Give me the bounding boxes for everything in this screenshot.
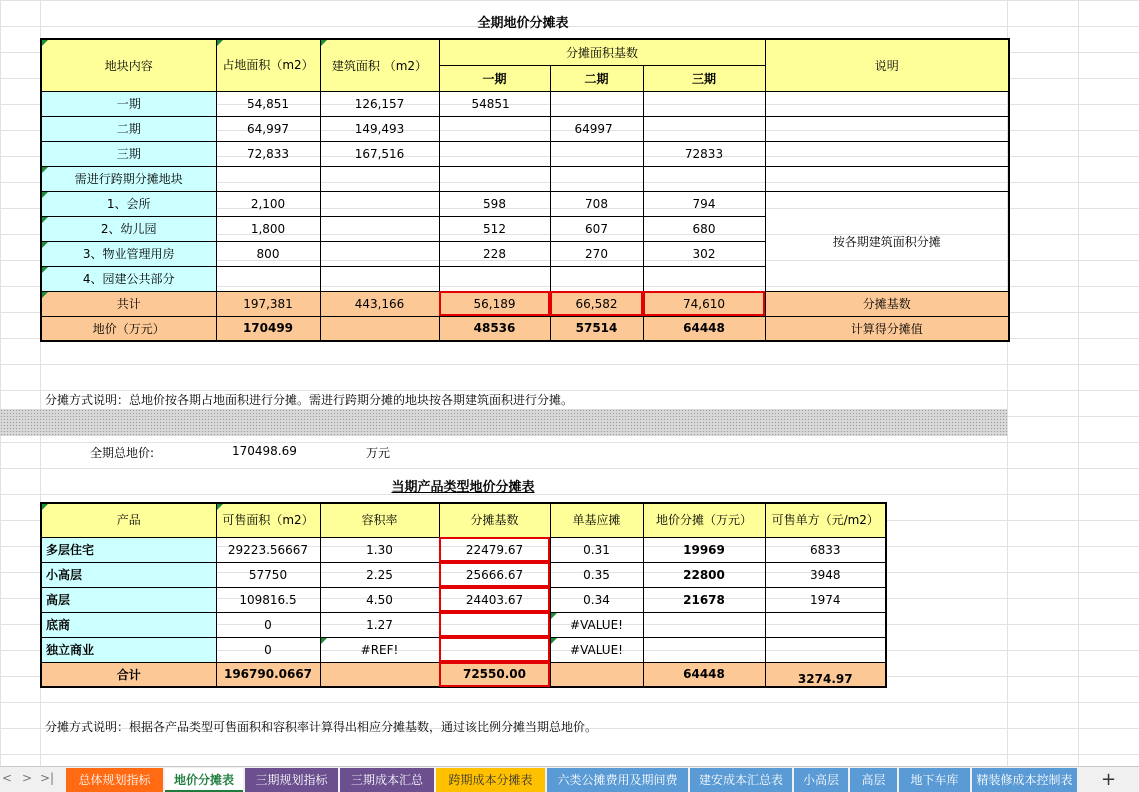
cell-land-area[interactable]: 1,800 bbox=[216, 216, 320, 241]
cell-sellable-area[interactable]: 109816.5 bbox=[216, 587, 320, 612]
table-row-total bbox=[41, 662, 886, 687]
cell-build-area[interactable] bbox=[320, 266, 439, 291]
cell-total-phase-2[interactable]: 66,582 bbox=[550, 291, 643, 316]
cell-phase-2[interactable]: 708 bbox=[550, 191, 643, 216]
cell-phase-3[interactable] bbox=[643, 266, 765, 291]
cell-phase-1[interactable]: 512 bbox=[439, 216, 550, 241]
cell-total-unit-share[interactable] bbox=[550, 662, 643, 687]
cell-sellable-area[interactable]: 57750 bbox=[216, 562, 320, 587]
cell-unit-share[interactable]: 0.35 bbox=[550, 562, 643, 587]
cell-price-phase-2[interactable]: 57514 bbox=[550, 316, 643, 341]
cell-block[interactable]: 需进行跨期分摊地块 bbox=[41, 166, 216, 191]
total-price-value[interactable]: 170498.69 bbox=[232, 444, 297, 458]
cell-land-area[interactable]: 72,833 bbox=[216, 141, 320, 166]
header-product[interactable]: 产品 bbox=[41, 503, 216, 537]
table-row bbox=[41, 537, 886, 562]
cell-note[interactable] bbox=[765, 116, 1009, 141]
table-row bbox=[41, 587, 886, 612]
grid-col-line bbox=[1078, 0, 1079, 766]
cell-phase-2[interactable]: 270 bbox=[550, 241, 643, 266]
cell-note[interactable] bbox=[765, 141, 1009, 166]
cell-block[interactable]: 1、会所 bbox=[41, 191, 216, 216]
cell-allocated-price[interactable]: 22800 bbox=[643, 562, 765, 587]
table-row bbox=[41, 612, 886, 637]
cell-block[interactable]: 2、幼儿园 bbox=[41, 216, 216, 241]
sheet-tab[interactable]: 小高层 bbox=[794, 768, 848, 792]
sheet-tab[interactable]: 三期规划指标 bbox=[245, 768, 338, 792]
cell-unit-price[interactable] bbox=[765, 612, 886, 637]
table-row bbox=[41, 141, 1009, 166]
cell-sellable-area[interactable]: 0 bbox=[216, 637, 320, 662]
cell-total-unit-price[interactable]: 3274.97 bbox=[765, 662, 886, 687]
cell-phase-1[interactable]: 598 bbox=[439, 191, 550, 216]
cell-land-area[interactable]: 64,997 bbox=[216, 116, 320, 141]
cell-plot-ratio[interactable]: 1.27 bbox=[320, 612, 439, 637]
nav-first-icon[interactable]: < bbox=[1, 771, 13, 785]
nav-prev-icon[interactable]: > bbox=[21, 771, 33, 785]
cell-price-land-area[interactable]: 170499 bbox=[216, 316, 320, 341]
cell-product[interactable]: 独立商业 bbox=[41, 637, 216, 662]
header-unit-price[interactable]: 可售单方（元/m2） bbox=[765, 503, 886, 537]
cell-block[interactable]: 4、园建公共部分 bbox=[41, 266, 216, 291]
cell-phase-2[interactable]: 64997 bbox=[550, 116, 643, 141]
header-basis[interactable]: 分摊基数 bbox=[439, 503, 550, 537]
cell-price-block[interactable]: 地价（万元） bbox=[41, 316, 216, 341]
cell-plot-ratio[interactable]: 1.30 bbox=[320, 537, 439, 562]
cell-total-allocated-price[interactable]: 64448 bbox=[643, 662, 765, 687]
table-row-price bbox=[41, 316, 1009, 341]
table1-title: 全期地价分摊表 bbox=[477, 16, 569, 31]
cell-block[interactable]: 二期 bbox=[41, 116, 216, 141]
cell-sellable-area[interactable]: 0 bbox=[216, 612, 320, 637]
cell-phase-3[interactable] bbox=[643, 166, 765, 191]
cell-allocated-price[interactable] bbox=[643, 637, 765, 662]
sheet-tab[interactable]: 六类公摊费用及期间费 bbox=[547, 768, 688, 792]
sheet-tab[interactable]: 跨期成本分摊表 bbox=[436, 768, 545, 792]
header-phase-2[interactable]: 二期 bbox=[550, 65, 643, 91]
cell-plot-ratio[interactable]: 4.50 bbox=[320, 587, 439, 612]
cell-unit-price[interactable]: 1974 bbox=[765, 587, 886, 612]
sheet-tab[interactable]: 总体规划指标 bbox=[66, 768, 163, 792]
cell-block[interactable]: 三期 bbox=[41, 141, 216, 166]
cell-land-area[interactable] bbox=[216, 166, 320, 191]
cell-total-note[interactable]: 分摊基数 bbox=[765, 291, 1009, 316]
cell-phase-2[interactable] bbox=[550, 166, 643, 191]
cell-unit-price[interactable]: 6833 bbox=[765, 537, 886, 562]
cell-allocated-price[interactable]: 19969 bbox=[643, 537, 765, 562]
cell-total-build-area[interactable]: 443,166 bbox=[320, 291, 439, 316]
cell-allocated-price[interactable] bbox=[643, 612, 765, 637]
cell-plot-ratio[interactable]: 2.25 bbox=[320, 562, 439, 587]
cell-phase-3[interactable]: 794 bbox=[643, 191, 765, 216]
cell-basis[interactable]: 24403.67 bbox=[439, 587, 550, 612]
cell-total-plot-ratio[interactable] bbox=[320, 662, 439, 687]
allocation-note-2[interactable]: 分摊方式说明：根据各产品类型可售面积和容积率计算得出相应分摊基数，通过该比例分摊当期总地价。 bbox=[45, 720, 598, 734]
table-row bbox=[41, 91, 1009, 116]
cell-unit-share[interactable]: #VALUE! bbox=[550, 612, 643, 637]
cell-total-block[interactable]: 共计 bbox=[41, 291, 216, 316]
cell-basis[interactable] bbox=[439, 637, 550, 662]
cell-product[interactable]: 高层 bbox=[41, 587, 216, 612]
cell-total-basis[interactable]: 72550.00 bbox=[439, 662, 550, 687]
header-build-area[interactable]: 建筑面积 （m2） bbox=[320, 39, 439, 91]
cell-phase-3[interactable]: 72833 bbox=[643, 141, 765, 166]
cell-note[interactable] bbox=[765, 91, 1009, 116]
cell-unit-share[interactable]: 0.31 bbox=[550, 537, 643, 562]
add-sheet-icon[interactable]: + bbox=[1101, 769, 1117, 790]
separator-band bbox=[0, 409, 1007, 436]
header-phase-3[interactable]: 三期 bbox=[643, 65, 765, 91]
table-row bbox=[41, 166, 1009, 191]
cell-phase-3[interactable]: 680 bbox=[643, 216, 765, 241]
cell-total-land-area[interactable]: 197,381 bbox=[216, 291, 320, 316]
cell-block[interactable]: 一期 bbox=[41, 91, 216, 116]
cell-land-area[interactable]: 54,851 bbox=[216, 91, 320, 116]
cell-unit-share[interactable]: #VALUE! bbox=[550, 637, 643, 662]
cell-phase-1[interactable] bbox=[439, 116, 550, 141]
header-allocated-price[interactable]: 地价分摊（万元） bbox=[643, 503, 765, 537]
cell-phase-1[interactable] bbox=[439, 266, 550, 291]
cell-unit-share[interactable]: 0.34 bbox=[550, 587, 643, 612]
cell-price-build-area[interactable] bbox=[320, 316, 439, 341]
cell-build-area[interactable] bbox=[320, 191, 439, 216]
header-unit-share[interactable]: 单基应摊 bbox=[550, 503, 643, 537]
cell-plot-ratio[interactable]: #REF! bbox=[320, 637, 439, 662]
cell-build-area[interactable]: 167,516 bbox=[320, 141, 439, 166]
nav-last-icon[interactable]: >| bbox=[40, 771, 55, 785]
table-row bbox=[41, 637, 886, 662]
land-price-allocation-table bbox=[40, 38, 1010, 342]
cell-build-area[interactable] bbox=[320, 216, 439, 241]
cell-product[interactable]: 底商 bbox=[41, 612, 216, 637]
cell-build-area[interactable] bbox=[320, 241, 439, 266]
cell-phase-2[interactable] bbox=[550, 91, 643, 116]
header-phase-1[interactable]: 一期 bbox=[439, 65, 550, 91]
cell-build-area[interactable] bbox=[320, 166, 439, 191]
cell-land-area[interactable] bbox=[216, 266, 320, 291]
cell-land-area[interactable]: 2,100 bbox=[216, 191, 320, 216]
sheet-tab[interactable]: 地下车库 bbox=[899, 768, 970, 792]
sheet-tab[interactable]: 建安成本汇总表 bbox=[690, 768, 792, 792]
cell-total-product[interactable]: 合计 bbox=[41, 662, 216, 687]
cell-phase-1[interactable]: 54851 bbox=[439, 91, 550, 116]
sheet-tab[interactable]: 三期成本汇总 bbox=[340, 768, 434, 792]
table-row bbox=[41, 116, 1009, 141]
table-row bbox=[41, 562, 886, 587]
cell-price-phase-1[interactable]: 48536 bbox=[439, 316, 550, 341]
total-price-unit[interactable]: 万元 bbox=[366, 446, 391, 460]
cell-note[interactable] bbox=[765, 166, 1009, 191]
cell-basis[interactable]: 25666.67 bbox=[439, 562, 550, 587]
table-row-total bbox=[41, 291, 1009, 316]
cell-total-sellable-area[interactable]: 196790.0667 bbox=[216, 662, 320, 687]
cell-total-phase-1[interactable]: 56,189 bbox=[439, 291, 550, 316]
sheet-tab-bar bbox=[0, 766, 1139, 792]
allocation-note-1[interactable]: 分摊方式说明：总地价按各期占地面积进行分摊。需进行跨期分摊的地块按各期建筑面积进行分摊。 bbox=[45, 393, 574, 407]
cell-unit-price[interactable] bbox=[765, 637, 886, 662]
header-land-area[interactable]: 占地面积（m2） bbox=[216, 39, 320, 91]
cell-phase-3[interactable] bbox=[643, 91, 765, 116]
cell-phase-1[interactable] bbox=[439, 141, 550, 166]
cell-phase-2[interactable] bbox=[550, 266, 643, 291]
cell-merged-note[interactable]: 按各期建筑面积分摊 bbox=[765, 191, 1009, 291]
cell-phase-2[interactable]: 607 bbox=[550, 216, 643, 241]
cell-allocated-price[interactable]: 21678 bbox=[643, 587, 765, 612]
cell-basis[interactable]: 22479.67 bbox=[439, 537, 550, 562]
cell-phase-3[interactable]: 302 bbox=[643, 241, 765, 266]
sheet-tab[interactable]: 精装修成本控制表 bbox=[972, 768, 1077, 792]
table-row bbox=[41, 191, 1009, 216]
header-sellable-area[interactable]: 可售面积（m2） bbox=[216, 503, 320, 537]
cell-price-phase-3[interactable]: 64448 bbox=[643, 316, 765, 341]
total-price-label[interactable]: 全期总地价: bbox=[90, 446, 155, 460]
cell-phase-3[interactable] bbox=[643, 116, 765, 141]
cell-unit-price[interactable]: 3948 bbox=[765, 562, 886, 587]
table-header-row bbox=[41, 503, 886, 537]
product-price-allocation-table bbox=[40, 502, 887, 688]
cell-phase-1[interactable] bbox=[439, 166, 550, 191]
cell-block[interactable]: 3、物业管理用房 bbox=[41, 241, 216, 266]
cell-product[interactable]: 小高层 bbox=[41, 562, 216, 587]
cell-price-note[interactable]: 计算得分摊值 bbox=[765, 316, 1009, 341]
header-allocation-basis[interactable]: 分摊面积基数 bbox=[439, 39, 765, 65]
cell-product[interactable]: 多层住宅 bbox=[41, 537, 216, 562]
header-note[interactable]: 说明 bbox=[765, 39, 1009, 91]
header-plot-ratio[interactable]: 容积率 bbox=[320, 503, 439, 537]
cell-build-area[interactable]: 126,157 bbox=[320, 91, 439, 116]
cell-phase-1[interactable]: 228 bbox=[439, 241, 550, 266]
cell-basis[interactable] bbox=[439, 612, 550, 637]
cell-sellable-area[interactable]: 29223.56667 bbox=[216, 537, 320, 562]
sheet-tab[interactable]: 地价分摊表 bbox=[165, 768, 243, 792]
cell-total-phase-3[interactable]: 74,610 bbox=[643, 291, 765, 316]
cell-land-area[interactable]: 800 bbox=[216, 241, 320, 266]
cell-phase-2[interactable] bbox=[550, 141, 643, 166]
header-block[interactable]: 地块内容 bbox=[41, 39, 216, 91]
table2-title: 当期产品类型地价分摊表 bbox=[391, 480, 535, 495]
cell-build-area[interactable]: 149,493 bbox=[320, 116, 439, 141]
sheet-tab[interactable]: 高层 bbox=[850, 768, 897, 792]
